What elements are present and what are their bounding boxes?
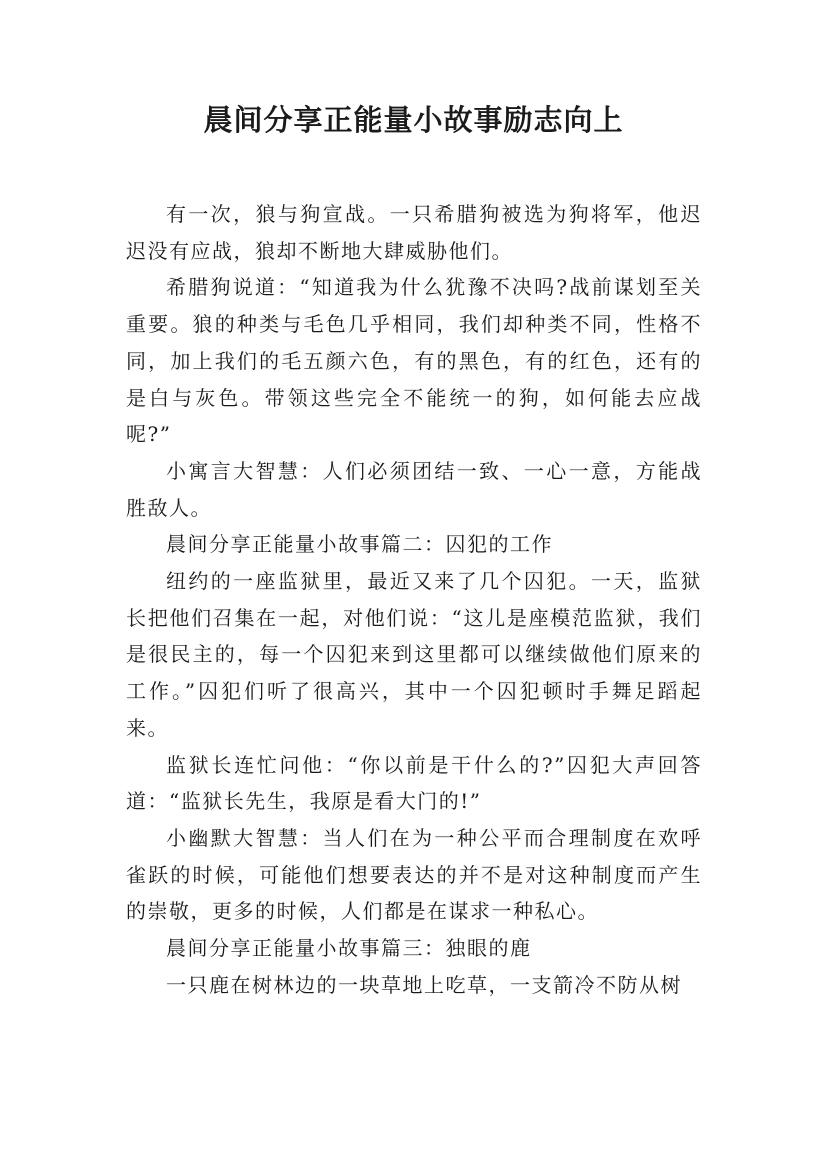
section-heading: 晨间分享正能量小故事篇二：囚犯的工作 xyxy=(166,532,553,557)
page-title: 晨间分享正能量小故事励志向上 xyxy=(203,103,624,137)
paragraph: 有一次，狼与狗宣战。一只希腊狗被选为狗将军，他迟迟没有应战，狼却不断地大肆威胁他们。 xyxy=(126,202,702,263)
paragraph: 小寓言大智慧：人们必须团结一致、一心一意，方能战胜敌人。 xyxy=(126,458,702,520)
paragraph: 一只鹿在树林边的一块草地上吃草，一支箭冷不防从树 xyxy=(166,972,682,997)
document-body xyxy=(126,196,702,1003)
paragraph: 小幽默大智慧：当人们在为一种公平而合理制度在欢呼雀跃的时候，可能他们想要表达的并不是对这种制度而产生的崇敬，更多的时候，人们都是在谋求一种私心。 xyxy=(126,825,702,924)
paragraph: 纽约的一座监狱里，最近又来了几个囚犯。一天，监狱长把他们召集在一起，对他们说：“这儿是座模范监狱，我们是很民主的，每一个囚犯来到这里都可以继续做他们原来的工作。”囚犯们听了很高兴，其中一个囚犯顿时手舞足蹈起来。 xyxy=(126,569,702,740)
paragraph: 监狱长连忙问他：“你以前是干什么的?”囚犯大声回答道：“监狱长先生，我原是看大门的!” xyxy=(126,752,702,814)
paragraph: 希腊狗说道：“知道我为什么犹豫不决吗?战前谋划至关重要。狼的种类与毛色几乎相同，我们却种类不同，性格不同，加上我们的毛五颜六色，有的黑色，有的红色，还有的是白与灰色。带领这些完全不能统一的狗，如何能去应战呢?” xyxy=(126,275,702,447)
section-heading: 晨间分享正能量小故事篇三：独眼的鹿 xyxy=(166,936,532,961)
